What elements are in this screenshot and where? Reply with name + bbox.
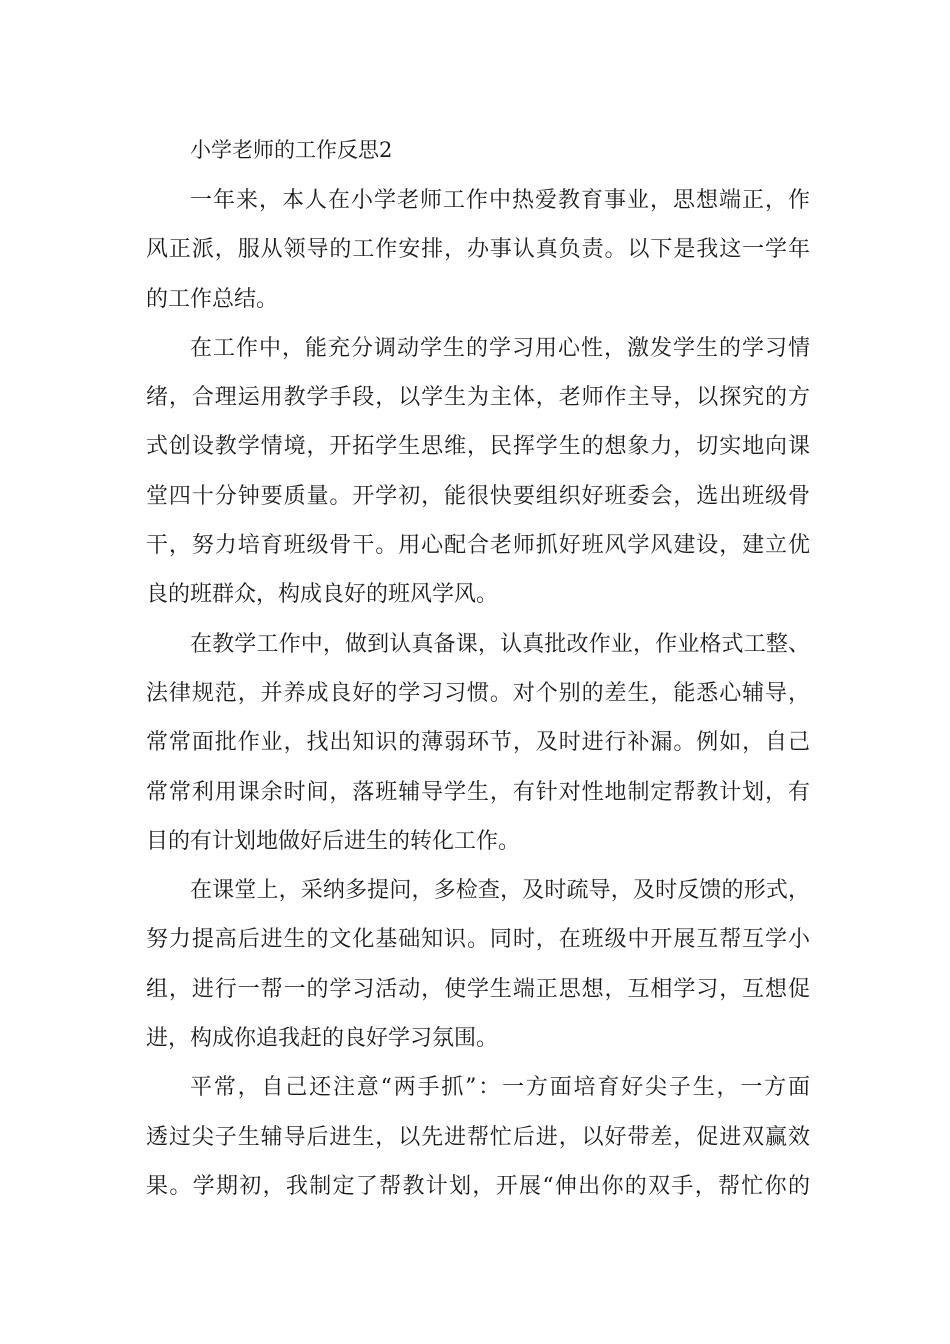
paragraph-line: 常常利用课余时间，落班辅导学生，有针对性地制定帮教计划，有	[146, 779, 810, 805]
paragraph-line: 堂四十分钟要质量。开学初，能很快要组织好班委会，选出班级骨	[146, 483, 810, 509]
paragraph-line: 风正派，服从领导的工作安排，办事认真负责。以下是我这一学年	[146, 237, 810, 263]
paragraph-1	[146, 176, 810, 324]
paragraph-line: 进，构成你追我赶的良好学习氛围。	[146, 1026, 499, 1052]
paragraph-line: 干，努力培育班级骨干。用心配合老师抓好班风学风建设，建立优	[146, 533, 810, 559]
paragraph-line: 在教学工作中，做到认真备课，认真批改作业，作业格式工整、	[190, 631, 810, 657]
paragraph-5	[146, 1063, 810, 1211]
document-body	[146, 124, 810, 1211]
paragraph-line: 果。学期初，我制定了帮教计划，开展“伸出你的双手，帮忙你的	[146, 1173, 810, 1199]
paragraph-line: 在课堂上，采纳多提问，多检查，及时疏导，及时反馈的形式，	[190, 878, 810, 904]
paragraph-line: 式创设教学情境，开拓学生思维，民挥学生的想象力，切实地向课	[146, 434, 810, 460]
paragraph-line: 一年来，本人在小学老师工作中热爱教育事业，思想端正，作	[190, 188, 810, 213]
paragraph-4	[146, 866, 810, 1063]
paragraph-line: 努力提高后进生的文化基础知识。同时，在班级中开展互帮互学小	[146, 927, 810, 953]
paragraph-line: 在工作中，能充分调动学生的学习用心性，激发学生的学习情	[190, 335, 810, 361]
paragraph-line: 透过尖子生辅导后进生，以先进帮忙后进，以好带差，促进双赢效	[146, 1124, 810, 1150]
paragraph-3	[146, 620, 810, 866]
paragraph-line: 常常面批作业，找出知识的薄弱环节，及时进行补漏。例如，自己	[146, 730, 810, 756]
paragraph-line: 绪，合理运用教学手段，以学生为主体，老师作主导，以探究的方	[146, 385, 810, 411]
paragraph-line: 的工作总结。	[146, 286, 279, 312]
paragraph-line: 组，进行一帮一的学习活动，使学生端正思想，互相学习，互想促	[146, 976, 810, 1002]
document-title: 小学老师的工作反思2	[190, 138, 393, 162]
paragraph-line: 良的班群众，构成良好的班风学风。	[146, 582, 499, 608]
paragraph-line: 法律规范，并养成良好的学习习惯。对个别的差生，能悉心辅导，	[146, 680, 810, 706]
paragraph-line: 目的有计划地做好后进生的转化工作。	[146, 828, 521, 854]
paragraph-line: 平常，自己还注意“两手抓”：一方面培育好尖子生，一方面	[190, 1075, 810, 1101]
paragraph-2	[146, 324, 810, 620]
